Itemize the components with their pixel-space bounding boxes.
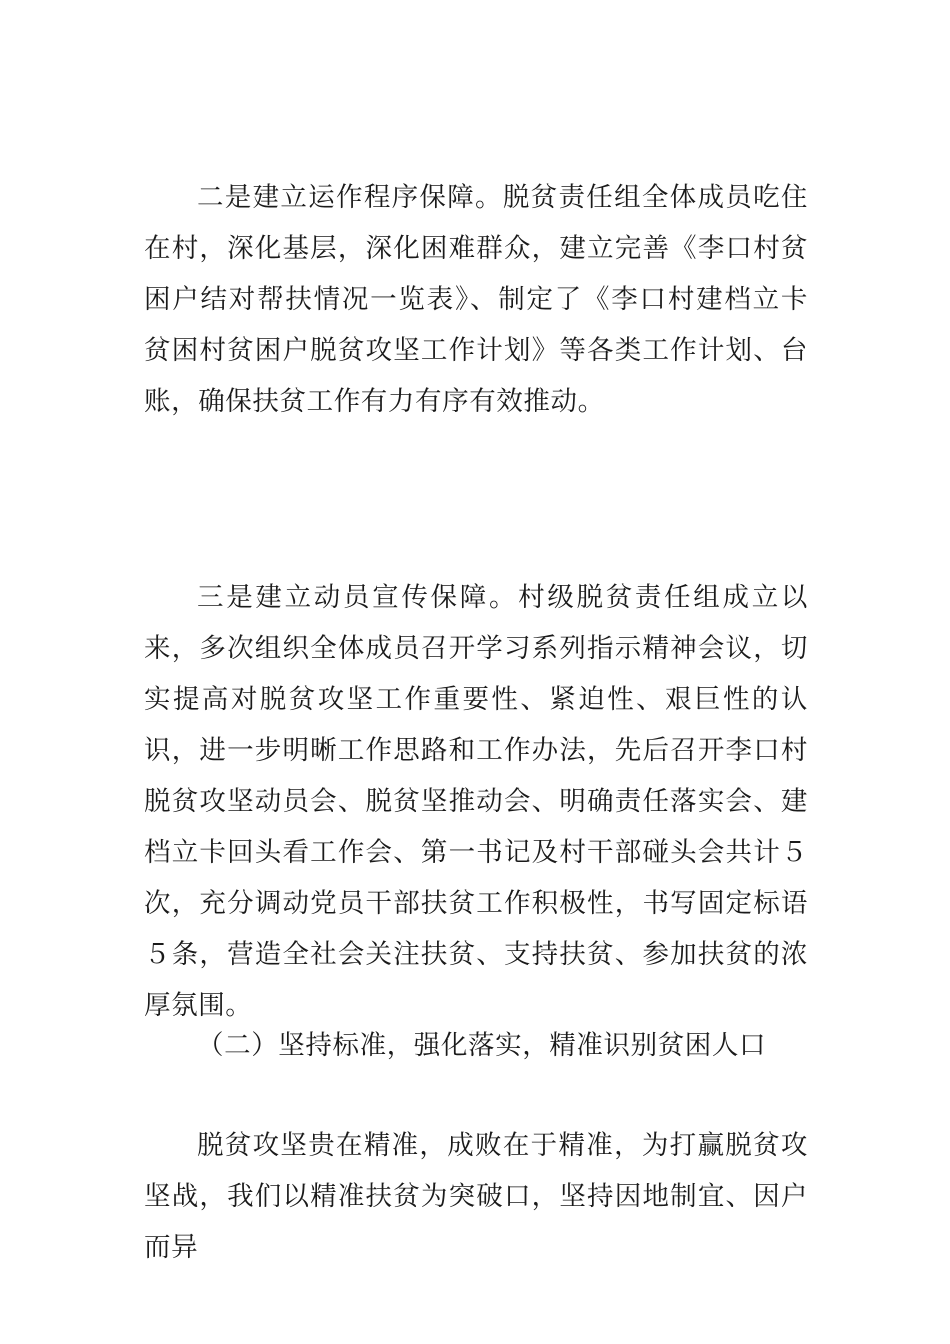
- paragraph-mobilization-publicity: 三是建立动员宣传保障。村级脱贫责任组成立以来，多次组织全体成员召开学习系列指示精神会议，切实提高对脱贫攻坚工作重要性、紧迫性、艰巨性的认识，进一步明晰工作思路和工作办法，先后召开李口村脱贫攻坚动员会、脱贫坚推动会、明确责任落实会、建档立卡回头看工作会、第一书记及村干部碰头会共计５次，充分调动党员干部扶贫工作积极性，书写固定标语５条，营造全社会关注扶贫、支持扶贫、参加扶贫的浓厚氛围。: [144, 582, 808, 1021]
- paragraph-operation-procedure: 二是建立运作程序保障。脱贫责任组全体成员吃住在村，深化基层，深化困难群众，建立完善《李口村贫困户结对帮扶情况一览表》、制定了《李口村建档立卡贫困村贫困户脱贫攻坚工作计划》等各类工作计划、台账，确保扶贫工作有力有序有效推动。: [144, 182, 808, 417]
- paragraph-precision: 脱贫攻坚贵在精准，成败在于精准，为打赢脱贫攻坚战，我们以精准扶贫为突破口，坚持因地制宜、因户而异: [144, 1130, 808, 1263]
- section-heading: （二）坚持标准，强化落实，精准识别贫困人口: [197, 1030, 767, 1061]
